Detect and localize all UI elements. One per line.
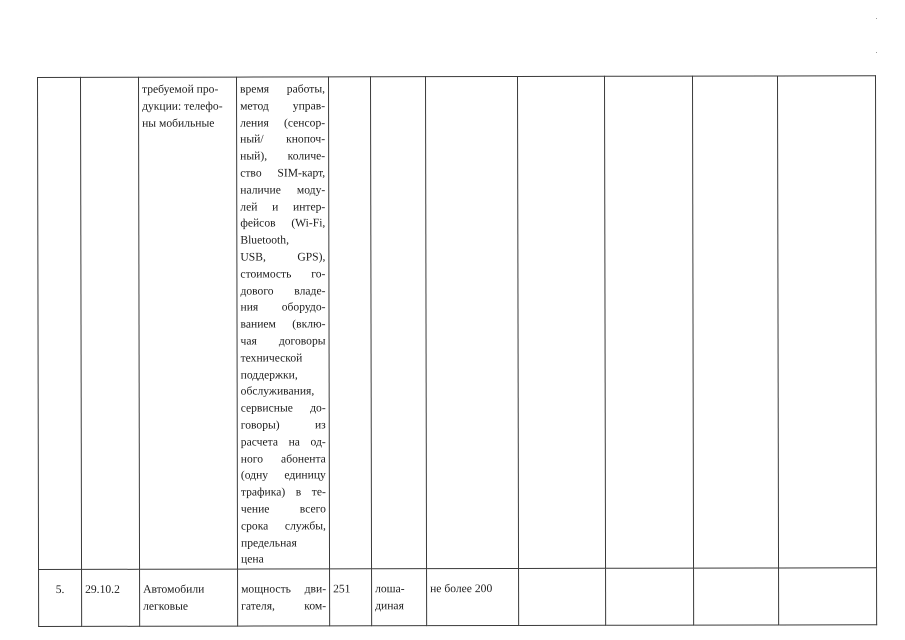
characteristic-line: расчета на од- — [240, 435, 326, 449]
table-row-5 — [39, 568, 877, 627]
characteristic-line: наличие моду- — [240, 183, 326, 197]
okpd-code-cell — [81, 77, 140, 569]
product-name-line: дукции: телефо- — [142, 99, 223, 113]
scan-speck — [876, 52, 877, 53]
characteristic-line: трафика) в те- — [240, 485, 326, 499]
characteristic-line: фейсов (Wi-Fi, — [240, 216, 326, 230]
characteristic-line: сервисные до- — [240, 401, 326, 415]
characteristic-line: ванием (вклю- — [240, 317, 326, 331]
unit-cell — [371, 77, 427, 569]
empty-cell — [518, 76, 606, 568]
characteristic-line: чая договоры — [240, 334, 326, 348]
scan-speck — [876, 18, 877, 19]
characteristic-line: ния оборудо- — [240, 300, 326, 314]
characteristic-line: дового владе- — [240, 283, 326, 298]
characteristic-cell — [237, 77, 330, 569]
product-name-cell — [139, 77, 238, 569]
value-limit: не более 200 — [427, 569, 519, 626]
unit-cell — [372, 569, 427, 626]
characteristic-line: предельная — [240, 535, 297, 550]
characteristic-line: USB, GPS), — [240, 250, 326, 264]
okpd-code: 29.10.2 — [82, 569, 140, 626]
empty-cell — [692, 76, 778, 568]
empty-cell — [779, 568, 877, 625]
characteristic-line: обслуживания, — [240, 384, 315, 398]
row-number: 5. — [39, 570, 82, 627]
characteristic-line: Bluetooth, — [240, 233, 289, 247]
unit-line: диная — [375, 599, 404, 613]
characteristic-line: лей и интер- — [240, 199, 326, 214]
characteristic-line: мощность дви- — [241, 582, 327, 596]
empty-cell — [606, 568, 694, 625]
product-name-line: ны мобильные — [142, 116, 215, 130]
characteristic-cell — [238, 569, 330, 626]
characteristic-line: гателя, ком- — [241, 599, 327, 613]
characteristic-line: чение всего — [240, 502, 326, 516]
product-name-line: требуемой про- — [142, 82, 219, 96]
characteristic-line: ный/ кнопоч- — [240, 132, 326, 146]
characteristic-line: метод управ- — [240, 99, 326, 113]
characteristic-line: ство SIM-карт, — [240, 166, 326, 180]
characteristic-line: стоимость го- — [240, 267, 326, 281]
characteristic-line: срока службы, — [240, 519, 326, 533]
requirements-table — [37, 75, 877, 627]
characteristic-line: цена — [240, 552, 264, 566]
unit-line: лоша- — [375, 582, 405, 596]
characteristic-line: технической — [240, 351, 303, 365]
product-name-line: легковые — [143, 599, 189, 613]
okei-code: 251 — [330, 569, 372, 626]
table-row-continued — [38, 76, 877, 570]
product-name-line: Автомобили — [143, 582, 205, 596]
characteristic-line: поддержки, — [240, 368, 298, 382]
characteristic-line: (одну единицу — [240, 468, 326, 482]
characteristic-line: ный), количе- — [240, 149, 326, 163]
characteristic-line: время работы, — [240, 82, 326, 96]
characteristic-line: ного абонента — [240, 451, 326, 466]
okei-code-cell — [329, 77, 372, 569]
value-cell — [426, 76, 519, 568]
characteristic-line: говоры) из — [240, 418, 326, 432]
characteristic-line: ления (сенсор- — [240, 115, 326, 130]
product-name-cell — [140, 569, 238, 626]
empty-cell — [519, 568, 606, 625]
empty-cell — [604, 76, 693, 568]
number-cell — [38, 77, 82, 569]
empty-cell — [694, 568, 779, 625]
empty-cell — [777, 76, 876, 568]
